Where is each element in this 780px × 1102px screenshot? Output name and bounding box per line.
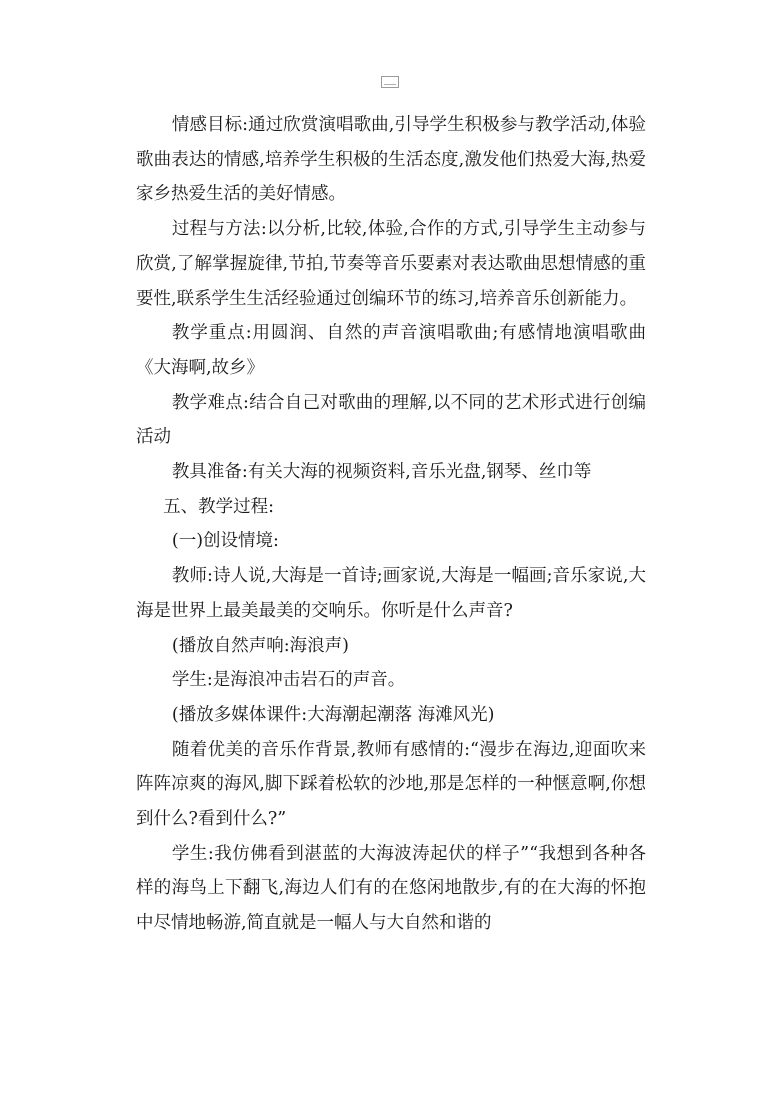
page-header-mark: [381, 76, 399, 88]
paragraph-play-nature: (播放自然声响:海浪声): [171, 635, 349, 656]
paragraph-teacher-1: 教师:诗人说,大海是一首诗;画家说,大海是一幅画;音乐家说,大海是世界上最美最美的交响乐。你听是什么声音?: [136, 566, 646, 621]
paragraph-teacher-2: 随着优美的音乐作背景,教师有感情的:“漫步在海边,迎面吹来阵阵凉爽的海风,脚下踩着松软的沙地,那是怎样的一种惬意啊,你想到什么?看到什么?”: [136, 739, 646, 830]
subsection-heading-one: (一)创设情境:: [171, 531, 279, 552]
paragraph-key-point: 教学重点:用圆润、自然的声音演唱歌曲;有感情地演唱歌曲《大海啊,故乡》: [136, 323, 646, 378]
section-heading-five: 五、教学过程:: [163, 496, 275, 517]
paragraph-materials: 教具准备:有关大海的视频资料,音乐光盘,钢琴、丝巾等: [171, 462, 592, 483]
paragraph-difficulty: 教学难点:结合自己对歌曲的理解,以不同的艺术形式进行创编活动: [136, 392, 646, 448]
paragraph-emotion-goal: 情感目标:通过欣赏演唱歌曲,引导学生积极参与教学活动,体验歌曲表达的情感,培养学生积极的生活态度,激发他们热爱大海,热爱家乡热爱生活的美好情感。: [136, 115, 646, 205]
paragraph-student-1: 学生:是海浪冲击岩石的声音。: [171, 670, 406, 691]
paragraph-process-method: 过程与方法:以分析,比较,体验,合作的方式,引导学生主动参与欣赏,了解掌握旋律,节拍,节奏等音乐要素对表达歌曲思想情感的重要性,联系学生生活经验通过创编环节的练习,培养音乐创新能力。: [136, 219, 646, 309]
paragraph-play-media: (播放多媒体课件:大海潮起潮落 海滩风光): [171, 704, 495, 725]
paragraph-student-2: 学生:我仿佛看到湛蓝的大海波涛起伏的样子”“我想到各种各样的海鸟上下翻飞,海边人们有的在悠闲地散步,有的在大海的怀抱中尽情地畅游,简直就是一幅人与大自然和谐的: [136, 843, 646, 934]
document-body: [136, 108, 646, 941]
